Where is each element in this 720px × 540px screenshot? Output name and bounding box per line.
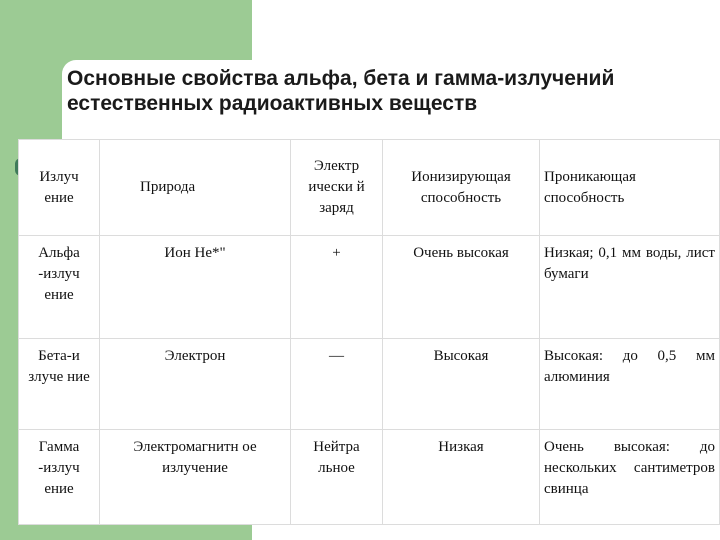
header-nature: Природа [100, 140, 291, 236]
cell-charge: — [291, 339, 383, 430]
header-radiation: Излуч ение [19, 140, 100, 236]
cell-penetrating: Высокая: до 0,5 мм алюминия [540, 339, 720, 430]
cell-penetrating: Низкая; 0,1 мм воды, лист бумаги [540, 236, 720, 339]
cell-radiation: Бета-и злуче ние [19, 339, 100, 430]
slide-title: Основные свойства альфа, бета и гамма-излучений естественных радиоактивных веществ [67, 67, 615, 115]
cell-ionizing: Низкая [383, 430, 540, 525]
header-penetrating: Проникающая способность [540, 140, 720, 236]
cell-ionizing: Высокая [383, 339, 540, 430]
cell-charge: + [291, 236, 383, 339]
table-header-row [19, 140, 720, 236]
table-row [19, 236, 720, 339]
table-row [19, 430, 720, 525]
cell-ionizing: Очень высокая [383, 236, 540, 339]
cell-charge: Нейтра льное [291, 430, 383, 525]
cell-radiation: Гамма -излуч ение [19, 430, 100, 525]
cell-radiation: Альфа -излуч ение [19, 236, 100, 339]
properties-table [18, 139, 720, 525]
header-charge: Электр ически й заряд [291, 140, 383, 236]
cell-penetrating: Очень высокая: до нескольких сантиметров свинца [540, 430, 720, 525]
cell-nature: Электрон [100, 339, 291, 430]
table-row [19, 339, 720, 430]
header-ionizing: Ионизирующая способность [383, 140, 540, 236]
cell-nature: Ион Не*" [100, 236, 291, 339]
cell-nature: Электромагнитн ое излучение [100, 430, 291, 525]
